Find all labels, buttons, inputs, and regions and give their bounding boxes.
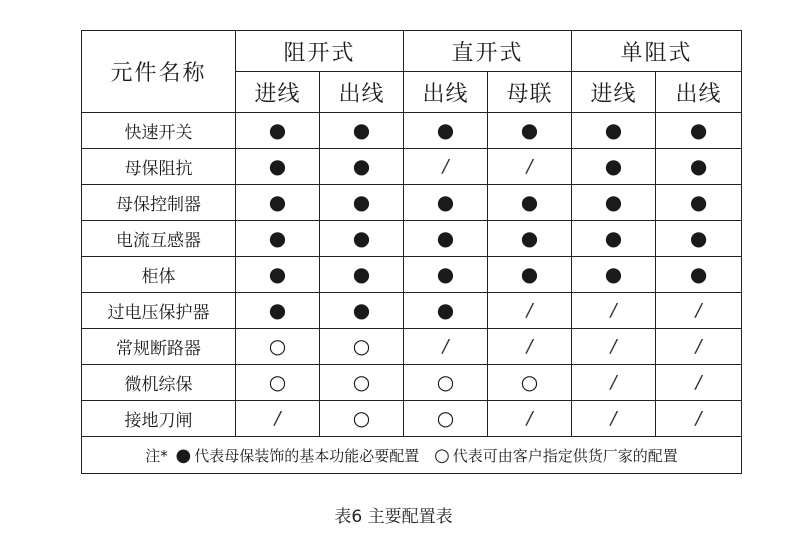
component-label: 常规断路器 xyxy=(82,329,236,365)
config-cell xyxy=(488,293,572,329)
config-cell xyxy=(404,329,488,365)
config-cell xyxy=(320,365,404,401)
not-applicable-mark: / xyxy=(610,336,617,357)
filled-dot-icon: ● xyxy=(268,190,287,214)
filled-dot-icon: ● xyxy=(268,154,287,178)
not-applicable-mark: / xyxy=(695,408,702,429)
config-cell xyxy=(656,257,742,293)
component-label: 母保控制器 xyxy=(82,185,236,221)
table-row xyxy=(82,257,742,293)
hollow-circle-icon: ○ xyxy=(434,444,450,466)
filled-dot-icon: ● xyxy=(268,298,287,322)
hollow-circle-icon: ○ xyxy=(436,370,455,394)
config-cell xyxy=(656,329,742,365)
table-row xyxy=(82,221,742,257)
group-header-danzu: 单阻式 xyxy=(572,31,742,72)
filled-dot-icon: ● xyxy=(689,190,708,214)
config-cell xyxy=(488,149,572,185)
not-applicable-mark: / xyxy=(526,408,533,429)
filled-dot-icon: ● xyxy=(436,298,455,322)
filled-dot-icon: ● xyxy=(604,154,623,178)
table-row xyxy=(82,365,742,401)
config-cell xyxy=(320,185,404,221)
not-applicable-mark: / xyxy=(526,156,533,177)
config-cell xyxy=(488,221,572,257)
config-cell xyxy=(236,365,320,401)
config-cell xyxy=(656,365,742,401)
hollow-circle-icon: ○ xyxy=(268,334,287,358)
config-cell xyxy=(404,185,488,221)
table-row xyxy=(82,149,742,185)
config-cell xyxy=(320,221,404,257)
footnote-row xyxy=(82,437,742,474)
sub-header: 进线 xyxy=(236,72,320,113)
config-cell xyxy=(656,185,742,221)
footnote-circle-text: 代表可由客户指定供货厂家的配置 xyxy=(452,446,678,465)
config-cell xyxy=(572,329,656,365)
filled-dot-icon: ● xyxy=(175,444,192,466)
not-applicable-mark: / xyxy=(695,372,702,393)
config-cell xyxy=(404,401,488,437)
config-cell xyxy=(656,221,742,257)
table-row xyxy=(82,185,742,221)
config-cell xyxy=(236,149,320,185)
sub-header: 母联 xyxy=(488,72,572,113)
filled-dot-icon: ● xyxy=(689,154,708,178)
config-cell xyxy=(404,257,488,293)
header-group-row xyxy=(82,31,742,72)
component-label: 接地刀闸 xyxy=(82,401,236,437)
filled-dot-icon: ● xyxy=(604,190,623,214)
hollow-circle-icon: ○ xyxy=(520,370,539,394)
config-cell xyxy=(236,401,320,437)
filled-dot-icon: ● xyxy=(352,262,371,286)
component-label: 柜体 xyxy=(82,257,236,293)
config-cell xyxy=(656,149,742,185)
filled-dot-icon: ● xyxy=(436,118,455,142)
config-cell xyxy=(488,365,572,401)
component-label: 微机综保 xyxy=(82,365,236,401)
config-cell xyxy=(404,221,488,257)
filled-dot-icon: ● xyxy=(352,190,371,214)
table-row xyxy=(82,113,742,149)
not-applicable-mark: / xyxy=(442,336,449,357)
config-cell xyxy=(488,257,572,293)
config-cell xyxy=(404,113,488,149)
group-header-zhikai: 直开式 xyxy=(404,31,572,72)
filled-dot-icon: ● xyxy=(268,262,287,286)
footnote xyxy=(82,437,742,474)
not-applicable-mark: / xyxy=(526,300,533,321)
filled-dot-icon: ● xyxy=(268,118,287,142)
filled-dot-icon: ● xyxy=(352,118,371,142)
hollow-circle-icon: ○ xyxy=(352,406,371,430)
not-applicable-mark: / xyxy=(695,336,702,357)
config-cell xyxy=(572,113,656,149)
hollow-circle-icon: ○ xyxy=(352,370,371,394)
filled-dot-icon: ● xyxy=(604,226,623,250)
config-cell xyxy=(656,293,742,329)
config-cell xyxy=(236,329,320,365)
filled-dot-icon: ● xyxy=(352,226,371,250)
not-applicable-mark: / xyxy=(526,336,533,357)
config-cell xyxy=(236,221,320,257)
filled-dot-icon: ● xyxy=(436,262,455,286)
filled-dot-icon: ● xyxy=(689,118,708,142)
component-label: 母保阻抗 xyxy=(82,149,236,185)
filled-dot-icon: ● xyxy=(352,298,371,322)
config-cell xyxy=(320,293,404,329)
filled-dot-icon: ● xyxy=(604,262,623,286)
component-name-header: 元件名称 xyxy=(82,31,236,113)
config-cell xyxy=(236,113,320,149)
filled-dot-icon: ● xyxy=(520,226,539,250)
filled-dot-icon: ● xyxy=(268,226,287,250)
filled-dot-icon: ● xyxy=(520,190,539,214)
component-label: 过电压保护器 xyxy=(82,293,236,329)
config-cell xyxy=(236,185,320,221)
config-cell xyxy=(320,329,404,365)
group-header-zukai: 阻开式 xyxy=(236,31,404,72)
not-applicable-mark: / xyxy=(610,300,617,321)
sub-header: 出线 xyxy=(656,72,742,113)
config-cell xyxy=(572,293,656,329)
filled-dot-icon: ● xyxy=(520,118,539,142)
sub-header: 出线 xyxy=(320,72,404,113)
filled-dot-icon: ● xyxy=(689,262,708,286)
config-cell xyxy=(488,185,572,221)
hollow-circle-icon: ○ xyxy=(352,334,371,358)
config-cell xyxy=(572,185,656,221)
config-cell xyxy=(236,257,320,293)
config-cell xyxy=(320,257,404,293)
footnote-prefix: 注* xyxy=(145,446,168,465)
config-cell xyxy=(488,329,572,365)
filled-dot-icon: ● xyxy=(689,226,708,250)
config-cell xyxy=(572,149,656,185)
hollow-circle-icon: ○ xyxy=(436,406,455,430)
config-cell xyxy=(404,149,488,185)
component-label: 快速开关 xyxy=(82,113,236,149)
sub-header: 进线 xyxy=(572,72,656,113)
filled-dot-icon: ● xyxy=(520,262,539,286)
filled-dot-icon: ● xyxy=(352,154,371,178)
config-cell xyxy=(572,221,656,257)
config-cell xyxy=(404,293,488,329)
table-caption: 表6 主要配置表 xyxy=(334,507,453,527)
config-cell xyxy=(572,365,656,401)
table-row xyxy=(82,293,742,329)
config-cell xyxy=(488,113,572,149)
config-cell xyxy=(320,149,404,185)
table-row xyxy=(82,401,742,437)
not-applicable-mark: / xyxy=(442,156,449,177)
config-cell xyxy=(572,257,656,293)
config-cell xyxy=(236,293,320,329)
not-applicable-mark: / xyxy=(610,372,617,393)
config-cell xyxy=(488,401,572,437)
not-applicable-mark: / xyxy=(610,408,617,429)
component-label: 电流互感器 xyxy=(82,221,236,257)
filled-dot-icon: ● xyxy=(604,118,623,142)
footnote-dot-text: 代表母保装饰的基本功能必要配置 xyxy=(194,446,420,465)
filled-dot-icon: ● xyxy=(436,226,455,250)
config-cell xyxy=(404,365,488,401)
config-cell xyxy=(320,401,404,437)
config-cell xyxy=(320,113,404,149)
hollow-circle-icon: ○ xyxy=(268,370,287,394)
config-cell xyxy=(656,401,742,437)
sub-header: 出线 xyxy=(404,72,488,113)
config-cell xyxy=(656,113,742,149)
config-table xyxy=(81,30,742,474)
not-applicable-mark: / xyxy=(274,408,281,429)
filled-dot-icon: ● xyxy=(436,190,455,214)
table-row xyxy=(82,329,742,365)
not-applicable-mark: / xyxy=(695,300,702,321)
config-cell xyxy=(572,401,656,437)
